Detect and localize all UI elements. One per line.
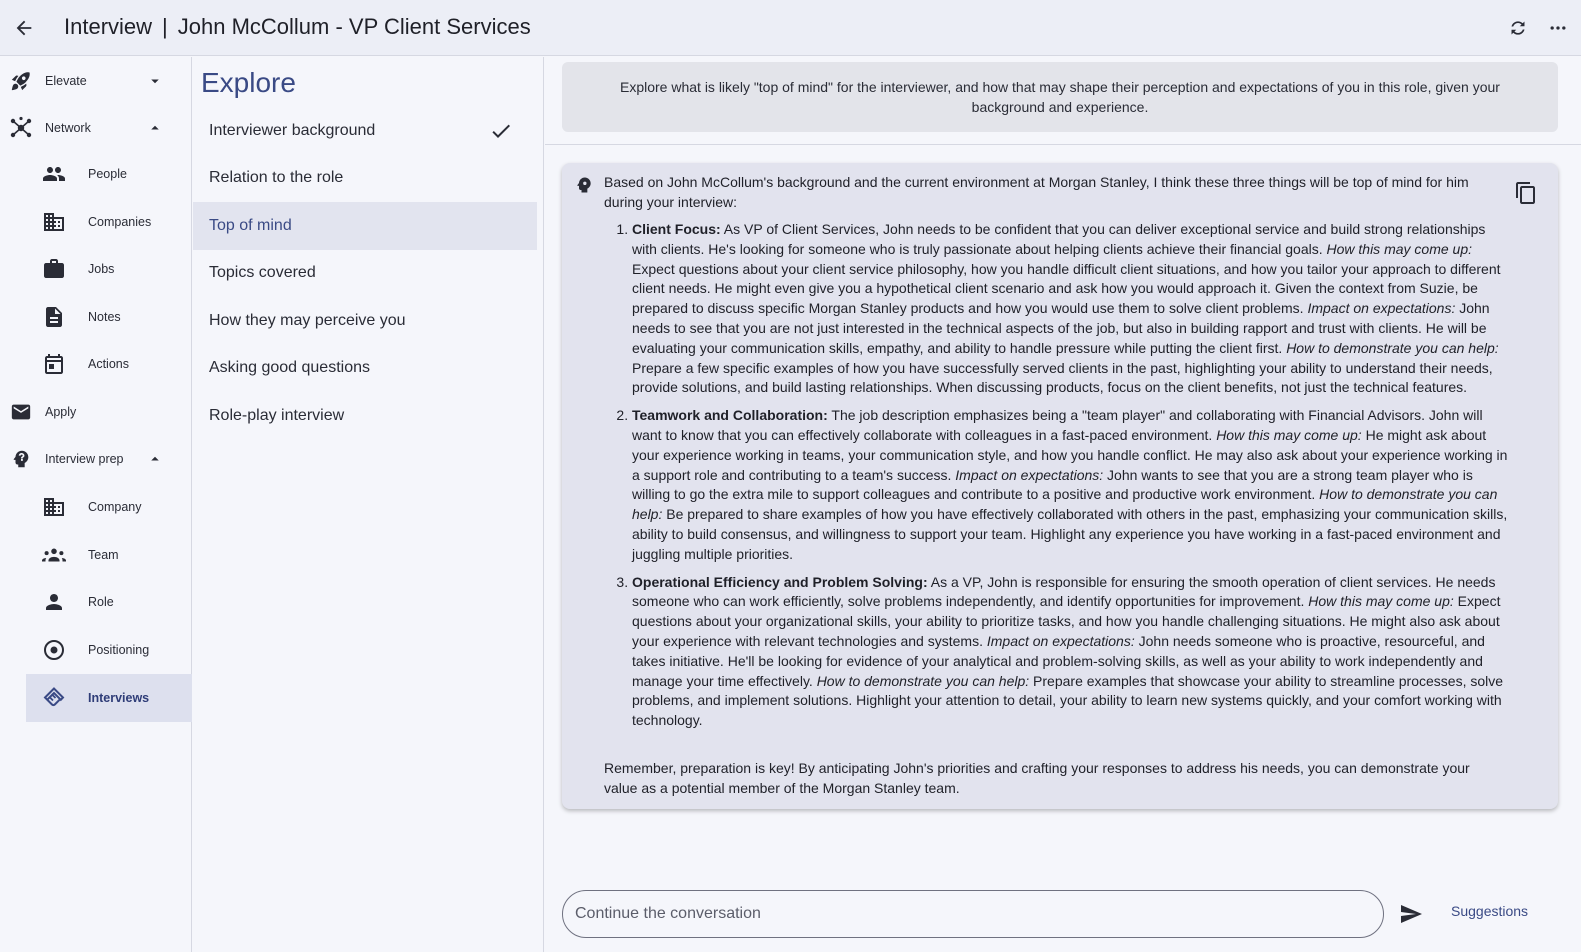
prompt-message — [562, 62, 1558, 132]
network-icon — [9, 116, 33, 140]
suggestions-button[interactable]: Suggestions — [1451, 903, 1529, 919]
sidebar-item-interview-prep[interactable] — [0, 435, 192, 483]
point-body: As VP of Client Services, John needs to be confident that you can deliver exceptional service and build strong relationships with clients. He's looking for someone who is truly passionate about helping clients achieve their financial goals. — [632, 221, 1486, 257]
explore-item-relation-to-role[interactable] — [193, 154, 537, 202]
target-icon — [42, 638, 66, 662]
sidebar-item-label: People — [88, 167, 127, 181]
sidebar-item-label: Team — [88, 548, 119, 562]
sidebar-item-role[interactable] — [0, 578, 192, 626]
response-intro: Based on John McCollum's background and the current environment at Morgan Stanley, I think these three things will be top of mind for him during your interview: — [604, 174, 1469, 210]
explore-item-label: Interviewer background — [209, 122, 376, 139]
sidebar-item-jobs[interactable] — [0, 245, 192, 293]
list-item — [632, 220, 1510, 398]
point-impact-label: Impact on expectations: — [1307, 300, 1456, 317]
page-title — [64, 14, 531, 40]
sidebar-item-actions[interactable] — [0, 340, 192, 388]
explore-item-top-of-mind[interactable] — [193, 202, 537, 250]
building-icon — [42, 210, 66, 234]
sidebar-item-label: Jobs — [88, 262, 115, 276]
sidebar-item-notes[interactable] — [0, 293, 192, 341]
point-title: Teamwork and Collaboration: — [632, 407, 828, 424]
sidebar — [0, 57, 192, 952]
point-impact-label: Impact on expectations: — [955, 466, 1104, 483]
response-outro: Remember, preparation is key! By anticipating John's priorities and crafting your responses to address his needs, you can demonstrate your value as a potential member of the Morgan Stanley team. — [604, 760, 1470, 796]
explore-item-label: Relation to the role — [209, 169, 344, 186]
divider — [545, 144, 1581, 145]
point-body: As a VP, John is responsible for ensuring the smooth operation of client services. He needs someone who can work efficiently, solve problems independently, and identify opportunities for improvement. — [632, 573, 1496, 610]
response-message — [562, 163, 1558, 809]
copy-icon[interactable] — [1514, 181, 1538, 205]
sidebar-item-label: Network — [45, 121, 91, 135]
point-impact: John needs someone who is proactive, resourceful, and takes initiative. He'll be looking for evidence of your analytical and problem-solving skills, as well as your ability to work independently and manage your time effectively. — [632, 632, 1485, 689]
app-header — [0, 0, 1581, 56]
conversation-input[interactable] — [575, 905, 1365, 923]
head-question-icon — [9, 447, 33, 471]
header-separator: | — [162, 14, 168, 39]
explore-item-label: Topics covered — [209, 264, 316, 281]
header-subtitle: John McCollum - VP Client Services — [177, 14, 531, 39]
caret-up-icon — [146, 450, 164, 468]
point-help-label: How to demonstrate you can help: — [816, 672, 1030, 689]
sidebar-item-interviews[interactable] — [26, 674, 192, 722]
explore-item-label: Asking good questions — [209, 359, 370, 376]
point-come-up: He might ask about your experience working in teams, your communication style, and how you handle conflict. He may also ask about your experience working in a support role and contributing to a team's success. — [632, 426, 1508, 483]
explore-item-how-they-perceive-you[interactable] — [193, 297, 537, 345]
list-item — [632, 573, 1510, 731]
sidebar-item-label: Interview prep — [45, 452, 124, 466]
refresh-icon[interactable] — [1504, 14, 1532, 42]
point-title: Client Focus: — [632, 221, 721, 237]
back-arrow-icon[interactable] — [8, 12, 40, 44]
sidebar-item-company[interactable] — [0, 483, 192, 531]
explore-item-interviewer-background[interactable] — [193, 107, 537, 155]
point-come-up-label: How this may come up: — [1326, 240, 1472, 257]
point-come-up: Expect questions about your organizational skills, your ability to prioritize tasks, and how you handle challenging situations. He might also ask about your experience with relevant technologies and systems. — [632, 593, 1501, 649]
point-impact-label: Impact on expectations: — [986, 632, 1135, 649]
sidebar-item-label: Elevate — [45, 74, 87, 88]
prompt-text: Explore what is likely "top of mind" for the interviewer, and how that may shape their perception and expectations of you in this role, given your background and experience. — [620, 79, 1500, 115]
caret-down-icon — [146, 72, 164, 90]
response-list — [604, 220, 1510, 739]
point-help: Be prepared to share examples of how you have effectively collaborated with others in the past, emphasizing your communication skills, ability to build consensus, and willingness to support your team. Highlight any experience you have working in a fast-paced environment and juggling multiple priorities. — [632, 506, 1508, 562]
explore-item-label: Role-play interview — [209, 407, 345, 424]
team-icon — [42, 543, 66, 567]
point-help: Prepare examples that showcase your ability to streamline processes, solve problems, and implement solutions. Highlight your attention to detail, your ability to learn new systems quickly, and your comfort working with technology. — [632, 672, 1504, 729]
sidebar-item-label: Actions — [88, 357, 129, 371]
point-body: The job description emphasizes being a "team player" and collaborating with Financial Advisors. John will want to know that you can effectively collaborate with colleagues in a fast-paced environment. — [632, 407, 1483, 443]
list-item — [632, 406, 1510, 564]
point-title: Operational Efficiency and Problem Solving: — [632, 573, 928, 590]
conversation-input-wrapper — [562, 890, 1384, 938]
briefcase-icon — [42, 257, 66, 281]
caret-up-icon — [146, 119, 164, 137]
explore-item-label: Top of mind — [209, 217, 292, 234]
person-icon — [42, 590, 66, 614]
sidebar-item-label: Positioning — [88, 643, 150, 657]
sidebar-item-positioning[interactable] — [0, 626, 192, 674]
sidebar-item-label: Interviews — [88, 691, 150, 705]
explore-panel — [193, 57, 544, 952]
point-impact: John needs to see that you are not just interested in the technical aspects of the job, but also in building rapport and trust with clients. He will be evaluating your communication skills, empathy, and ability to handle pressure while putting the client first. — [632, 300, 1490, 356]
point-come-up-label: How this may come up: — [1216, 426, 1362, 443]
conversation-panel — [545, 57, 1581, 952]
sidebar-item-label: Role — [88, 595, 114, 609]
handshake-icon — [42, 686, 66, 710]
checkmark-icon — [489, 119, 513, 143]
header-section: Interview — [64, 14, 153, 39]
sidebar-item-label: Apply — [45, 405, 77, 419]
sidebar-item-network[interactable] — [0, 104, 192, 152]
send-icon[interactable] — [1397, 902, 1425, 926]
point-help-label: How to demonstrate you can help: — [632, 486, 1498, 523]
explore-item-role-play-interview[interactable] — [193, 392, 537, 440]
sidebar-item-label: Companies — [88, 215, 152, 229]
sidebar-item-companies[interactable] — [0, 198, 192, 246]
point-come-up: Expect questions about your client service philosophy, how you handle difficult client situations, and how you tailor your approach to different client needs. He might even give you a hypothetical client scenario and ask how you would approach it. Given the context from Suzie, be prepared to discuss specific Morgan Stanley products and how you would use them to solve client problems. — [632, 260, 1501, 317]
sidebar-item-people[interactable] — [0, 150, 192, 198]
mail-icon — [9, 400, 33, 424]
explore-item-topics-covered[interactable] — [193, 249, 537, 297]
sidebar-item-label: Company — [88, 500, 142, 514]
point-help: Prepare a few specific examples of how you have successfully served clients in the past, highlighting your ability to understand their needs, provide solutions, and build lasting relationships. When discussing products, focus on the client benefits, not just the technical features. — [632, 359, 1493, 396]
point-impact: John wants to see that you are a strong team player who is willing to go the extra mile to support colleagues and contribute to a positive and productive work environment. — [632, 466, 1473, 503]
calendar-icon — [42, 352, 66, 376]
explore-title: Explore — [201, 67, 296, 98]
more-horizontal-icon[interactable] — [1544, 14, 1572, 42]
rocket-icon — [9, 69, 33, 93]
point-come-up-label: How this may come up: — [1308, 593, 1454, 610]
explore-item-asking-good-questions[interactable] — [193, 344, 537, 392]
point-help-label: How to demonstrate you can help: — [1286, 339, 1499, 356]
explore-item-label: How they may perceive you — [209, 312, 406, 329]
bot-head-icon — [574, 175, 594, 195]
sidebar-item-label: Notes — [88, 310, 121, 324]
document-icon — [42, 305, 66, 329]
people-icon — [42, 162, 66, 186]
sidebar-item-apply[interactable] — [0, 388, 192, 436]
sidebar-item-team[interactable] — [0, 531, 192, 579]
sidebar-item-elevate[interactable] — [0, 57, 192, 105]
building-icon — [42, 495, 66, 519]
